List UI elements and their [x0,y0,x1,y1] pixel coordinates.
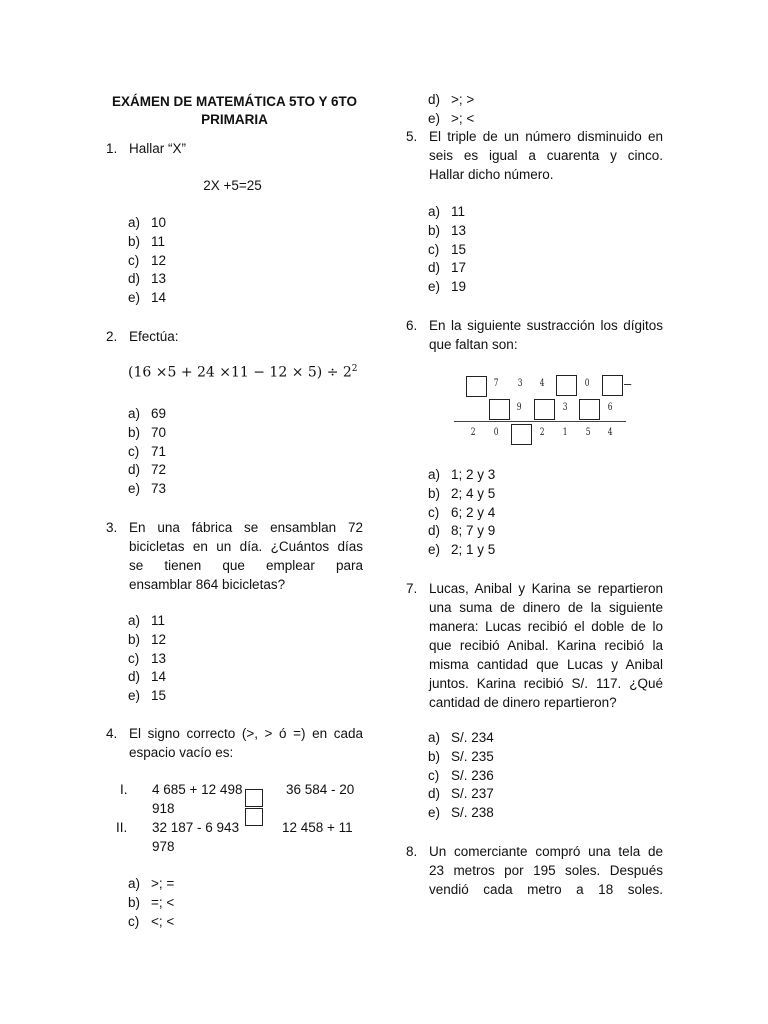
option-b[interactable]: b) S/. 235 [428,748,494,764]
option-c[interactable]: c) 15 [428,241,467,257]
question-number: 6. [406,318,418,333]
question-text: Lucas, Anibal y Karina se repartieron una suma de dinero de la siguiente manera: Lucas recibió el doble de lo que recibió Anibal. Karina recibió la misma cantidad que Lucas y Anibal juntos. Karina recibió S/. 117. ¿Qué cantidad de dinero repartieron? [429,581,663,710]
option-b[interactable]: b) =; < [128,894,175,910]
option-d[interactable]: d) S/. 237 [428,786,494,802]
question-number: 8. [406,844,418,859]
result-digit: 1 [562,427,568,438]
question-text: Hallar “X” [129,141,187,156]
blank-box[interactable] [245,808,263,826]
minuend-digit: 4 [539,378,545,389]
options-q7 [428,729,494,823]
question-text: El triple de un número disminuido en seis es igual a cuarenta y cinco. Hallar dicho número. [429,129,663,182]
option-c[interactable]: c) 6; 2 y 4 [428,504,496,520]
option-a[interactable]: a) 1; 2 y 3 [428,467,496,482]
exam-title-line1: EXÁMEN DE MATEMÁTICA 5TO Y 6TO [111,94,358,109]
options-q3 [128,612,166,706]
option-d[interactable]: d) 8; 7 y 9 [428,523,496,539]
option-e[interactable]: e) 19 [428,279,467,295]
result-digit: 2 [539,427,545,438]
result-digit: 2 [470,427,476,438]
blank-box[interactable] [579,399,600,420]
options-q2 [128,405,166,499]
option-e[interactable]: e) >; < [428,110,475,126]
question-text: En la siguiente sustracción los dígitos que faltan son: [429,318,663,352]
option-e[interactable]: e) 2; 1 y 5 [428,542,496,558]
option-a[interactable]: a) 11 [428,204,466,219]
result-digit: 5 [585,427,591,438]
option-d[interactable]: d) >; > [428,92,475,107]
option-b[interactable]: b) 13 [428,222,467,238]
result-digit: 0 [493,427,499,438]
subtrahend-digit: 6 [607,402,613,413]
minuend-digit: 3 [517,378,523,389]
option-c[interactable]: c) <; < [128,913,175,929]
options-q4 [128,875,174,931]
option-c[interactable]: c) S/. 236 [428,767,494,783]
subtraction-line [454,421,626,422]
option-e[interactable]: e) S/. 238 [428,805,494,821]
options-q6 [428,466,495,560]
blank-box[interactable] [511,424,532,445]
minus-sign: – [624,376,632,391]
subtrahend-digit: 3 [562,402,568,413]
question-text: El signo correcto (>, > ó =) en cada espacio vacío es: [129,726,363,760]
question-text: En una fábrica se ensamblan 72 bicicletas en un día. ¿Cuántos días se tienen que emplear para ensamblar 864 bicicletas? [129,520,363,592]
math-expression: $(16 \times 5 + 24 \times 11 - 12 \times 5) \div 2^2$ [128,364,358,381]
option-a[interactable]: a) 10 [128,215,167,230]
option-e[interactable]: e) 73 [128,481,167,497]
option-b[interactable]: b) 12 [128,631,167,647]
option-a[interactable]: a) S/. 234 [428,730,494,745]
subtrahend-digit: 9 [516,402,522,413]
option-d[interactable]: d) 17 [428,260,467,276]
options-q1 [128,214,166,308]
question-text: Un comerciante compró una tela de 23 metros por 195 soles. Después vendió cada metro a 18 soles. [429,844,663,897]
blank-box[interactable] [245,789,263,807]
option-d[interactable]: d) 13 [128,271,167,287]
option-c[interactable]: c) 71 [128,443,167,459]
question-number: 7. [406,581,418,596]
minuend-digit: 0 [584,378,590,389]
option-e[interactable]: e) 15 [128,688,167,704]
question-number: 4. [106,726,118,741]
exponent: 2 [351,364,358,374]
option-b[interactable]: b) 2; 4 y 5 [428,485,496,501]
option-b[interactable]: b) 11 [128,233,166,249]
question-text: Efectúa: [129,329,179,344]
option-c[interactable]: c) 12 [128,252,167,268]
question-number: 1. [106,141,118,156]
option-d[interactable]: d) 72 [128,462,167,478]
option-a[interactable]: a) >; = [128,876,175,891]
options-q5 [428,203,466,297]
option-b[interactable]: b) 70 [128,424,167,440]
exam-title-line2: PRIMARIA [201,112,268,127]
option-c[interactable]: c) 13 [128,650,167,666]
option-a[interactable]: a) 69 [128,406,167,421]
blank-box[interactable] [489,399,510,420]
question-number: 2. [106,329,118,344]
minuend-digit: 7 [493,378,499,389]
blank-box[interactable] [466,376,487,397]
result-digit: 4 [607,427,613,438]
blank-box[interactable] [534,399,555,420]
equation: 2X +5=25 [203,178,262,193]
blank-box[interactable] [556,375,577,396]
question-number: 3. [106,520,118,535]
blank-box[interactable] [602,375,623,396]
option-e[interactable]: e) 14 [128,290,167,306]
option-a[interactable]: a) 11 [128,613,166,628]
options-q4-continued [428,91,474,129]
question-number: 5. [406,129,418,144]
option-d[interactable]: d) 14 [128,669,167,685]
